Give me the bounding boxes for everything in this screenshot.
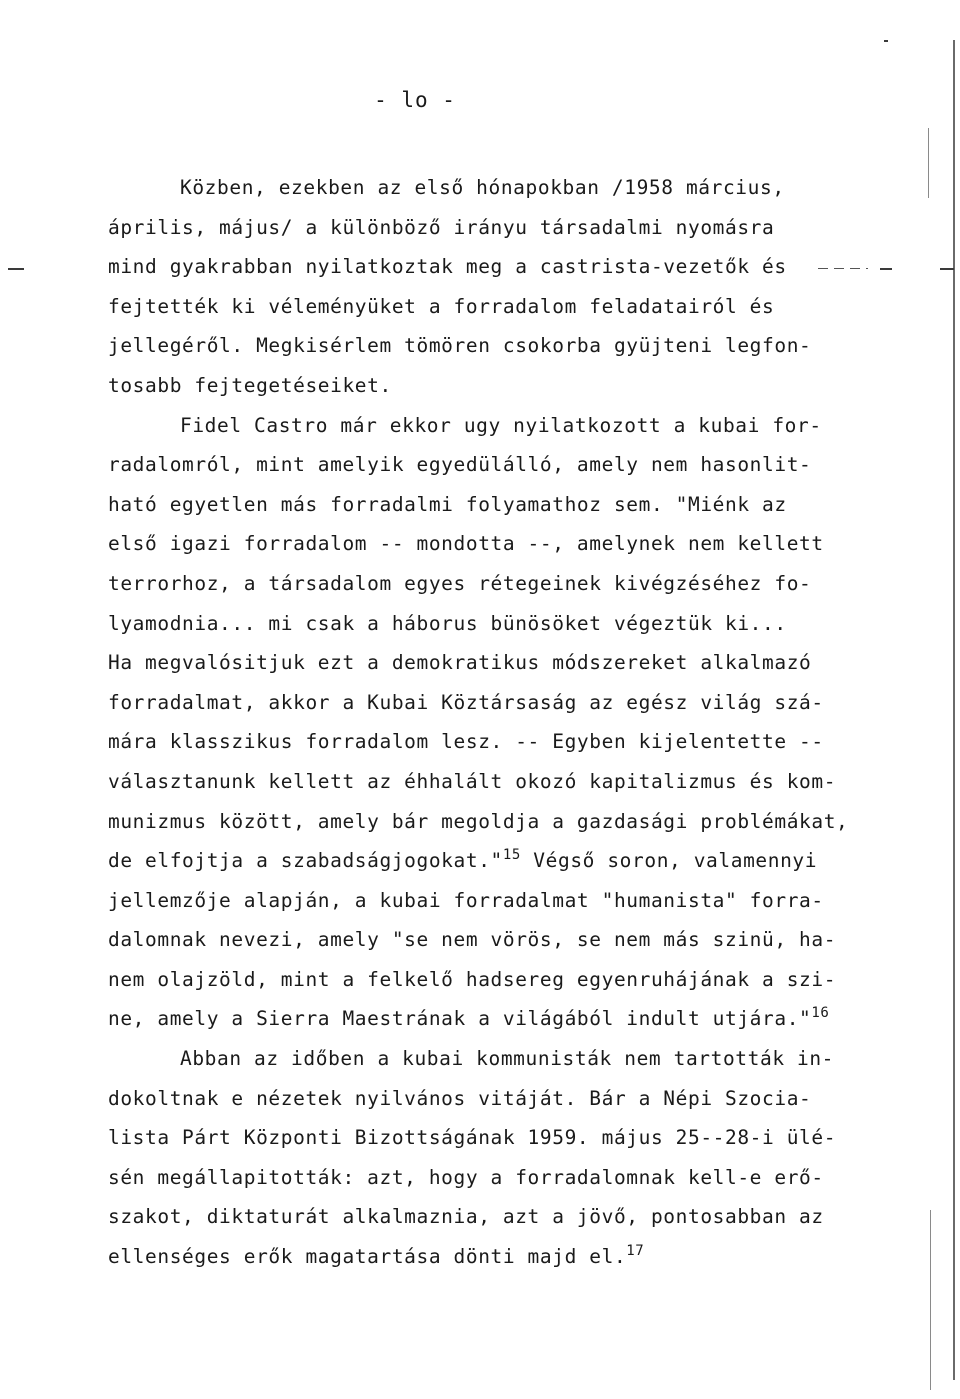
text-line: forradalmat, akkor a Kubai Köztársaság az egész világ szá- bbox=[108, 690, 824, 714]
text-line: tosabb fejtegetéseiket. bbox=[108, 373, 392, 397]
text-line: sén megállapitották: azt, hogy a forradalomnak kell-e erő- bbox=[108, 1165, 824, 1189]
text-line: dokoltnak e nézetek nyilvános vitáját. Bár a Népi Szocia- bbox=[108, 1086, 812, 1110]
scan-mark bbox=[884, 40, 888, 42]
text-line: Fidel Castro már ekkor ugy nyilatkozott a kubai for- bbox=[180, 413, 822, 437]
text-line: Ha megvalósitjuk ezt a demokratikus módszereket alkalmazó bbox=[108, 651, 812, 675]
footnote-ref-16: 16 bbox=[811, 1005, 830, 1022]
text-line: dalomnak nevezi, amely "se nem vörös, se nem más szinü, ha- bbox=[108, 928, 837, 952]
text-line: fejtették ki véleményüket a forradalom feladatairól és bbox=[108, 294, 775, 318]
text-line: Abban az időben a kubai kommunisták nem tartották in- bbox=[180, 1047, 835, 1071]
text-segment: Végső soron, valamennyi bbox=[520, 849, 818, 873]
text-line: jellemzője alapján, a kubai forradalmat "humanista" forra- bbox=[108, 888, 824, 912]
text-line: szakot, diktaturát alkalmaznia, azt a jövő, pontosabban az bbox=[108, 1205, 824, 1229]
text-line bbox=[108, 841, 848, 881]
text-line bbox=[108, 1237, 848, 1277]
scan-mark bbox=[940, 268, 954, 270]
text-line: terrorhoz, a társadalom egyes rétegeinek kivégzéséhez fo- bbox=[108, 571, 812, 595]
text-line bbox=[108, 999, 848, 1039]
text-line: április, május/ a különböző irányu társadalmi nyomásra bbox=[108, 215, 775, 239]
text-line: radalomról, mint amelyik egyedülálló, amely nem hasonlit- bbox=[108, 453, 812, 477]
text-line: első igazi forradalom -- mondotta --, amelynek nem kellett bbox=[108, 532, 824, 556]
page-number: - lo - bbox=[374, 88, 456, 112]
text-line: lyamodnia... mi csak a háborus bünösöket végeztük ki... bbox=[108, 611, 787, 635]
text-segment: ne, amely a Sierra Maestrának a világából indult utjára." bbox=[108, 1007, 812, 1031]
text-line: lista Párt Központi Bizottságának 1959. május 25--28-i ülé- bbox=[108, 1126, 837, 1150]
text-line: mind gyakrabban nyilatkoztak meg a castrista-vezetők és bbox=[108, 255, 787, 279]
scan-mark bbox=[8, 268, 24, 270]
text-line: nem olajzöld, mint a felkelő hadsereg egyenruhájának a szi- bbox=[108, 967, 837, 991]
scan-mark bbox=[930, 1210, 931, 1390]
text-line: választanunk kellett az éhhalált okozó kapitalizmus és kom- bbox=[108, 769, 837, 793]
text-line: ható egyetlen más forradalmi folyamathoz sem. "Miénk az bbox=[108, 492, 787, 516]
body-text bbox=[108, 168, 848, 1277]
scan-mark bbox=[818, 268, 868, 269]
text-segment: ellenséges erők magatartása dönti majd el. bbox=[108, 1245, 627, 1269]
text-line: jellegéről. Megkisérlem tömören csokorba gyüjteni legfon- bbox=[108, 334, 812, 358]
footnote-ref-15: 15 bbox=[502, 847, 521, 864]
page-edge-line bbox=[953, 40, 955, 1380]
text-segment: de elfojtja a szabadságjogokat." bbox=[108, 849, 503, 873]
text-line: mára klasszikus forradalom lesz. -- Egyben kijelentette -- bbox=[108, 730, 824, 754]
footnote-ref-17: 17 bbox=[626, 1243, 645, 1260]
scan-mark bbox=[928, 128, 929, 198]
text-line: munizmus között, amely bár megoldja a gazdasági problémákat, bbox=[108, 809, 849, 833]
scan-mark bbox=[880, 268, 892, 270]
text-line: Közben, ezekben az első hónapokban /1958 március, bbox=[180, 176, 785, 199]
